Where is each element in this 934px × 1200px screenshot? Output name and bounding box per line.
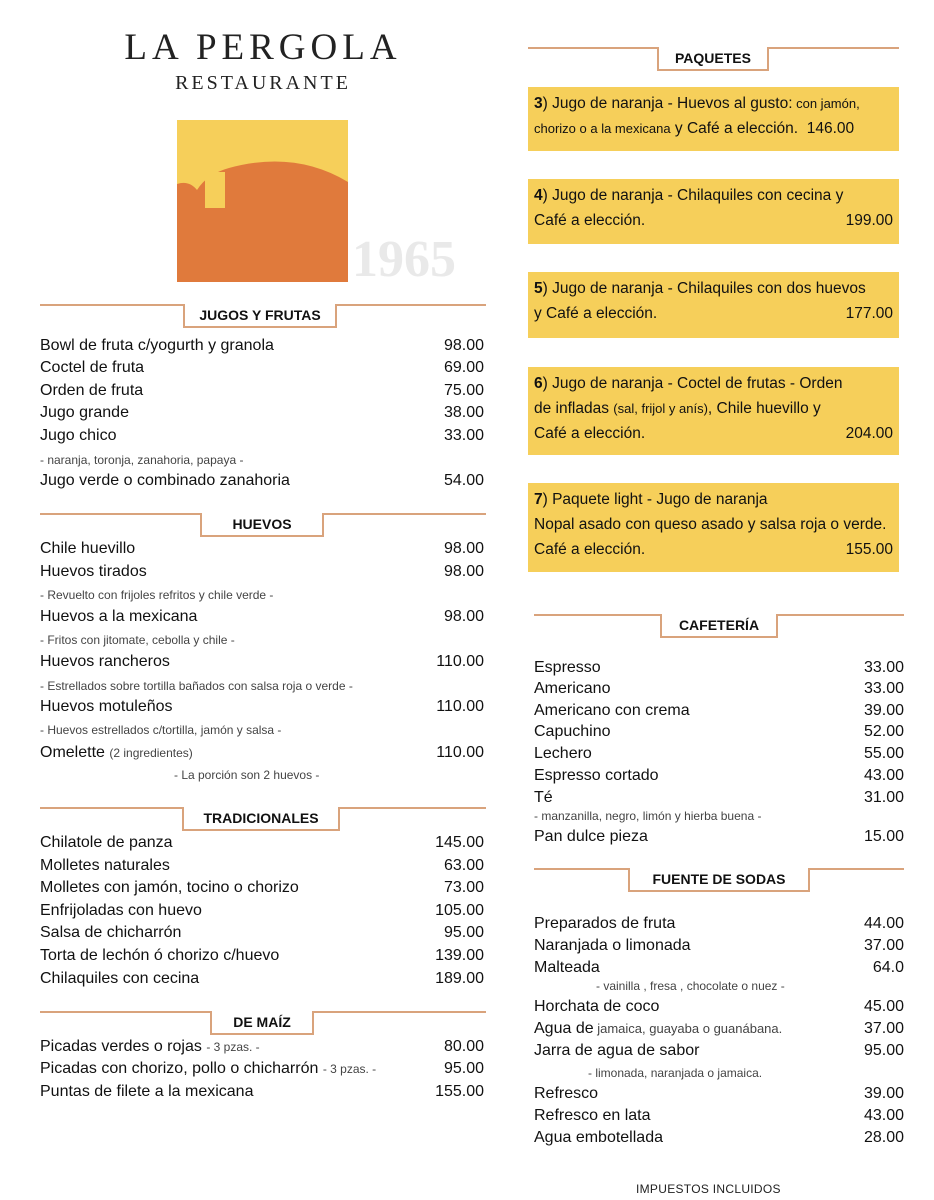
menu-item: Pan dulce pieza 15.00	[534, 828, 904, 845]
taxes-included-note: IMPUESTOS INCLUIDOS	[636, 1182, 781, 1196]
menu-item: Espresso 33.00	[534, 659, 904, 676]
menu-item: Orden de fruta 75.00	[40, 382, 484, 399]
item-note: - Huevos estrellados c/tortilla, jamón y salsa -	[40, 723, 282, 737]
item-note: - Estrellados sobre tortilla bañados con salsa roja o verde -	[40, 679, 353, 693]
menu-item: Chilaquiles con cecina 189.00	[40, 970, 484, 987]
menu-item: Enfrijoladas con huevo 105.00	[40, 902, 484, 919]
pergola-logo-icon	[177, 120, 348, 282]
section-title-tradicionales: TRADICIONALES	[182, 807, 340, 831]
menu-item: Lechero 55.00	[534, 745, 904, 762]
menu-item: Chilatole de panza 145.00	[40, 834, 484, 851]
section-title-jugos: JUGOS Y FRUTAS	[183, 304, 337, 328]
section-title-paquetes: PAQUETES	[657, 47, 769, 71]
menu-item: Huevos motuleños 110.00	[40, 698, 484, 715]
menu-item: Bowl de fruta c/yogurth y granola 98.00	[40, 337, 484, 354]
restaurant-subtitle: RESTAURANTE	[175, 72, 351, 94]
menu-item: Molletes con jamón, tocino o chorizo 73.00	[40, 879, 484, 896]
item-note: - La porción son 2 huevos -	[174, 768, 320, 782]
menu-item: Huevos rancheros 110.00	[40, 653, 484, 670]
menu-item: Puntas de filete a la mexicana 155.00	[40, 1083, 484, 1100]
menu-item: Jugo verde o combinado zanahoria 54.00	[40, 472, 484, 489]
item-note: - naranja, toronja, zanahoria, papaya -	[40, 453, 244, 467]
menu-item: Chile huevillo 98.00	[40, 540, 484, 557]
menu-item: Agua de jamaica, guayaba o guanábana. 37.00	[534, 1020, 904, 1037]
item-note: - Fritos con jitomate, cebolla y chile -	[40, 633, 235, 647]
menu-item: Molletes naturales 63.00	[40, 857, 484, 874]
package-card: 6) Jugo de naranja - Coctel de frutas - Orden de infladas (sal, frijol y anís), Chile huevillo y Café a elección. 204.00	[528, 367, 899, 455]
menu-item: Naranjada o limonada 37.00	[534, 937, 904, 954]
menu-item: Capuchino 52.00	[534, 723, 904, 740]
menu-item: Huevos tirados 98.00	[40, 563, 484, 580]
section-title-maiz: DE MAÍZ	[210, 1011, 314, 1035]
menu-item: Té 31.00	[534, 789, 904, 806]
menu-item: Jugo chico 33.00	[40, 427, 484, 444]
menu-item: Americano con crema 39.00	[534, 702, 904, 719]
package-card: 5) Jugo de naranja - Chilaquiles con dos huevos y Café a elección. 177.00	[528, 272, 899, 338]
menu-item: Preparados de fruta 44.00	[534, 915, 904, 932]
menu-item: Picadas verdes o rojas - 3 pzas. - 80.00	[40, 1038, 484, 1055]
menu-item: Coctel de fruta 69.00	[40, 359, 484, 376]
founding-year: 1965	[352, 231, 456, 288]
item-note: - manzanilla, negro, limón y hierba buena -	[534, 809, 762, 823]
menu-item: Picadas con chorizo, pollo o chicharrón - 3 pzas. - 95.00	[40, 1060, 484, 1077]
package-card: 4) Jugo de naranja - Chilaquiles con cecina y Café a elección. 199.00	[528, 179, 899, 244]
menu-item: Espresso cortado 43.00	[534, 767, 904, 784]
menu-item: Jarra de agua de sabor 95.00	[534, 1042, 904, 1059]
item-note: - limonada, naranjada o jamaica.	[588, 1066, 763, 1080]
menu-item: Horchata de coco 45.00	[534, 998, 904, 1015]
package-card: 7) Paquete light - Jugo de naranja Nopal asado con queso asado y salsa roja o verde. Café a elección. 155.00	[528, 483, 899, 572]
menu-item: Refresco 39.00	[534, 1085, 904, 1102]
section-title-cafeteria: CAFETERÍA	[660, 614, 778, 638]
menu-item: Huevos a la mexicana 98.00	[40, 608, 484, 625]
item-note: - Revuelto con frijoles refritos y chile verde -	[40, 588, 274, 602]
restaurant-name: LA PERGOLA	[124, 27, 402, 68]
section-title-sodas: FUENTE DE SODAS	[628, 868, 810, 892]
menu-item: Refresco en lata 43.00	[534, 1107, 904, 1124]
menu-item: Agua embotellada 28.00	[534, 1129, 904, 1146]
menu-item: Torta de lechón ó chorizo c/huevo 139.00	[40, 947, 484, 964]
menu-item: Americano 33.00	[534, 680, 904, 697]
item-note: - vainilla , fresa , chocolate o nuez -	[596, 979, 785, 993]
menu-item: Jugo grande 38.00	[40, 404, 484, 421]
menu-item: Salsa de chicharrón 95.00	[40, 924, 484, 941]
menu-item: Malteada 64.0	[534, 959, 904, 976]
menu-item: Omelette (2 ingredientes) 110.00	[40, 744, 484, 761]
package-card: 3) Jugo de naranja - Huevos al gusto: con jamón, chorizo o a la mexicana y Café a elección. 146.00	[528, 87, 899, 151]
section-title-huevos: HUEVOS	[200, 513, 324, 537]
